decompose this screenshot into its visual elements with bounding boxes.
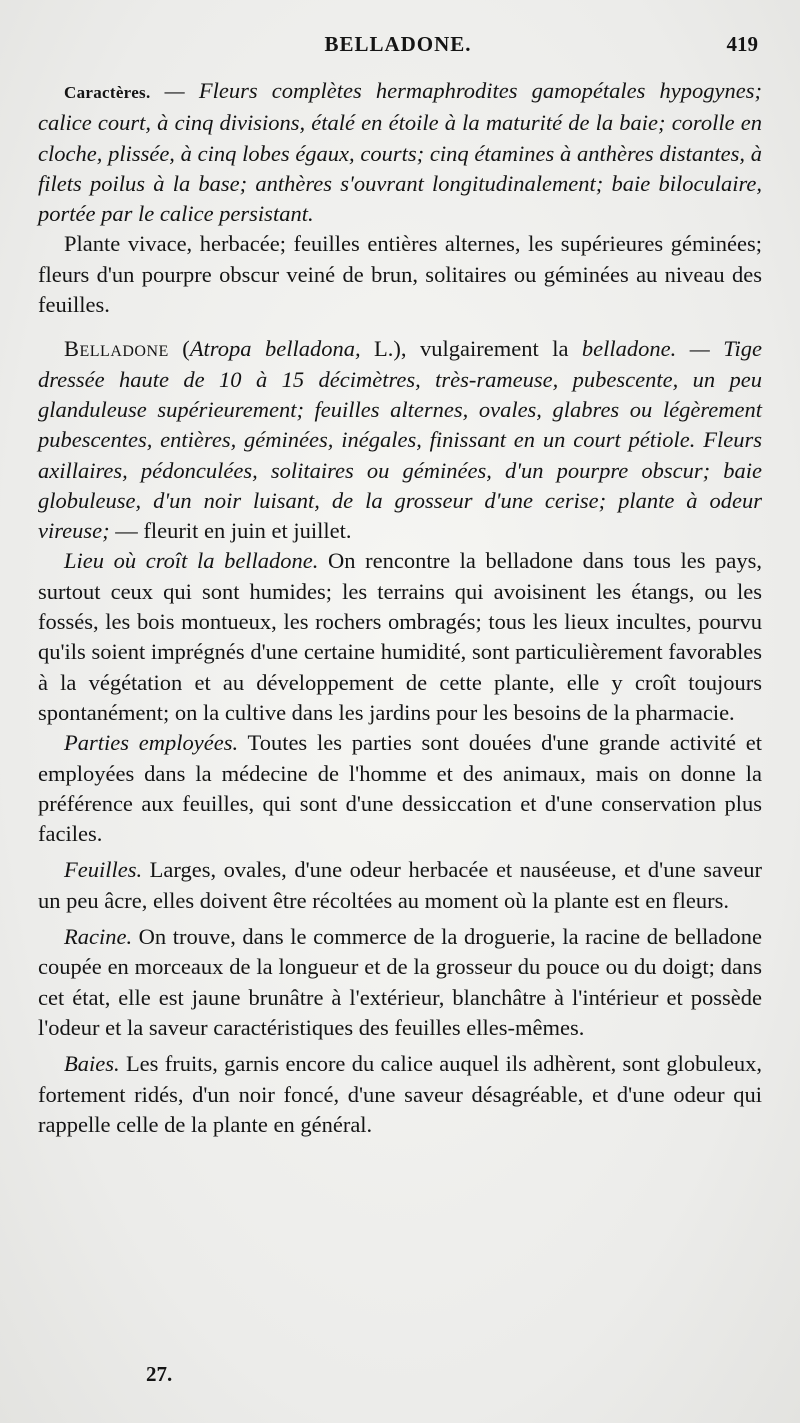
characteres-text: Fleurs complètes hermaphrodites gamopétales hypogynes; calice court, à cinq divisions, étalé en étoile à la maturité de la baie; corolle en cloche, plissée, à cinq lobes égaux, courts; cinq étamines à anthères distantes, à filets poilus à la base; anthères s'ouvrant longitudinalement; baie biloculaire, portée par le calice persistant.	[38, 78, 762, 227]
plante-paragraph	[38, 229, 762, 320]
belladone-author: L.), vulgairement la	[360, 336, 582, 362]
parties-label: Parties employées.	[64, 730, 239, 756]
plante-text: Plante vivace, herbacée; feuilles entières alternes, les supérieures géminées; fleurs d'un pourpre obscur veiné de brun, solitaires ou géminées au niveau des feuilles.	[38, 231, 762, 318]
characteres-label: Caractères.	[64, 83, 151, 102]
body-text	[38, 76, 762, 1140]
running-head	[38, 32, 758, 60]
feuilles-paragraph	[38, 855, 762, 916]
belladone-open-paren: (	[168, 336, 190, 362]
lieu-paragraph	[38, 546, 762, 728]
belladone-latin: Atropa belladona,	[189, 336, 361, 362]
parties-text: Toutes les parties sont douées d'une grande activité et employées dans la médecine de l'homme et des animaux, mais on donne la préférence aux feuilles, qui sont d'une dessiccation et d'une conservation plus faciles.	[38, 730, 762, 847]
racine-label: Racine.	[64, 924, 133, 950]
baies-text: Les fruits, garnis encore du calice auquel ils adhèrent, sont globuleux, fortement ridés, d'un noir foncé, d'une saveur désagréable, et d'une odeur qui rappelle celle de la plante en général.	[38, 1051, 762, 1137]
belladone-common: belladone.	[581, 336, 677, 362]
baies-label: Baies.	[64, 1051, 120, 1077]
page-number: 419	[726, 32, 758, 56]
belladone-end: — fleurit en juin et juillet.	[109, 518, 352, 544]
belladone-paragraph	[38, 334, 762, 546]
feuilles-text: Larges, ovales, d'une odeur herbacée et nauséeuse, et d'une saveur un peu âcre, elles doivent être récoltées au moment où la plante est en fleurs.	[38, 857, 762, 913]
running-title: BELLADONE.	[324, 32, 472, 56]
baies-paragraph	[38, 1049, 762, 1140]
lieu-text: On rencontre la belladone dans tous les pays, surtout ceux qui sont humides; les terrains qui avoisinent les étangs, ou les fossés, les bois montueux, les rochers ombragés; tous les lieux incultes, pourvu qu'ils soient imprégnés d'une certaine humidité, sont particulièrement favorables à la végétation et au développement de cette plante, elle y croît toujours spontanément; on la cultive dans les jardins pour les besoins de la pharmacie.	[38, 548, 762, 725]
lieu-label: Lieu où croît la belladone.	[64, 548, 319, 574]
parties-paragraph	[38, 728, 762, 849]
characteres-dash: —	[150, 78, 199, 103]
feuilles-label: Feuilles.	[64, 857, 143, 883]
racine-text: On trouve, dans le commerce de la droguerie, la racine de belladone coupée en morceaux de la longueur et de la grosseur du pouce ou du doigt; dans cet état, elle est jaune brunâtre à l'extérieur, blanchâtre à l'intérieur et possède l'odeur et la saveur caractéristiques des feuilles elles-mêmes.	[38, 924, 762, 1040]
racine-paragraph	[38, 922, 762, 1043]
signature-mark: 27.	[146, 1362, 173, 1386]
belladone-desc: — Tige dressée haute de 10 à 15 décimètres, très-rameuse, pubescente, un peu glanduleuse supérieurement; feuilles alternes, ovales, glabres ou légèrement pubescentes, entières, géminées, inégales, finissant en un court pétiole. Fleurs axillaires, pédonculées, solitaires ou géminées, d'un pourpre obscur; baie globuleuse, d'un noir luisant, de la grosseur d'une cerise; plante à odeur vireuse;	[38, 336, 763, 544]
belladone-name: Belladone	[64, 336, 169, 362]
characteres-paragraph	[38, 76, 762, 229]
